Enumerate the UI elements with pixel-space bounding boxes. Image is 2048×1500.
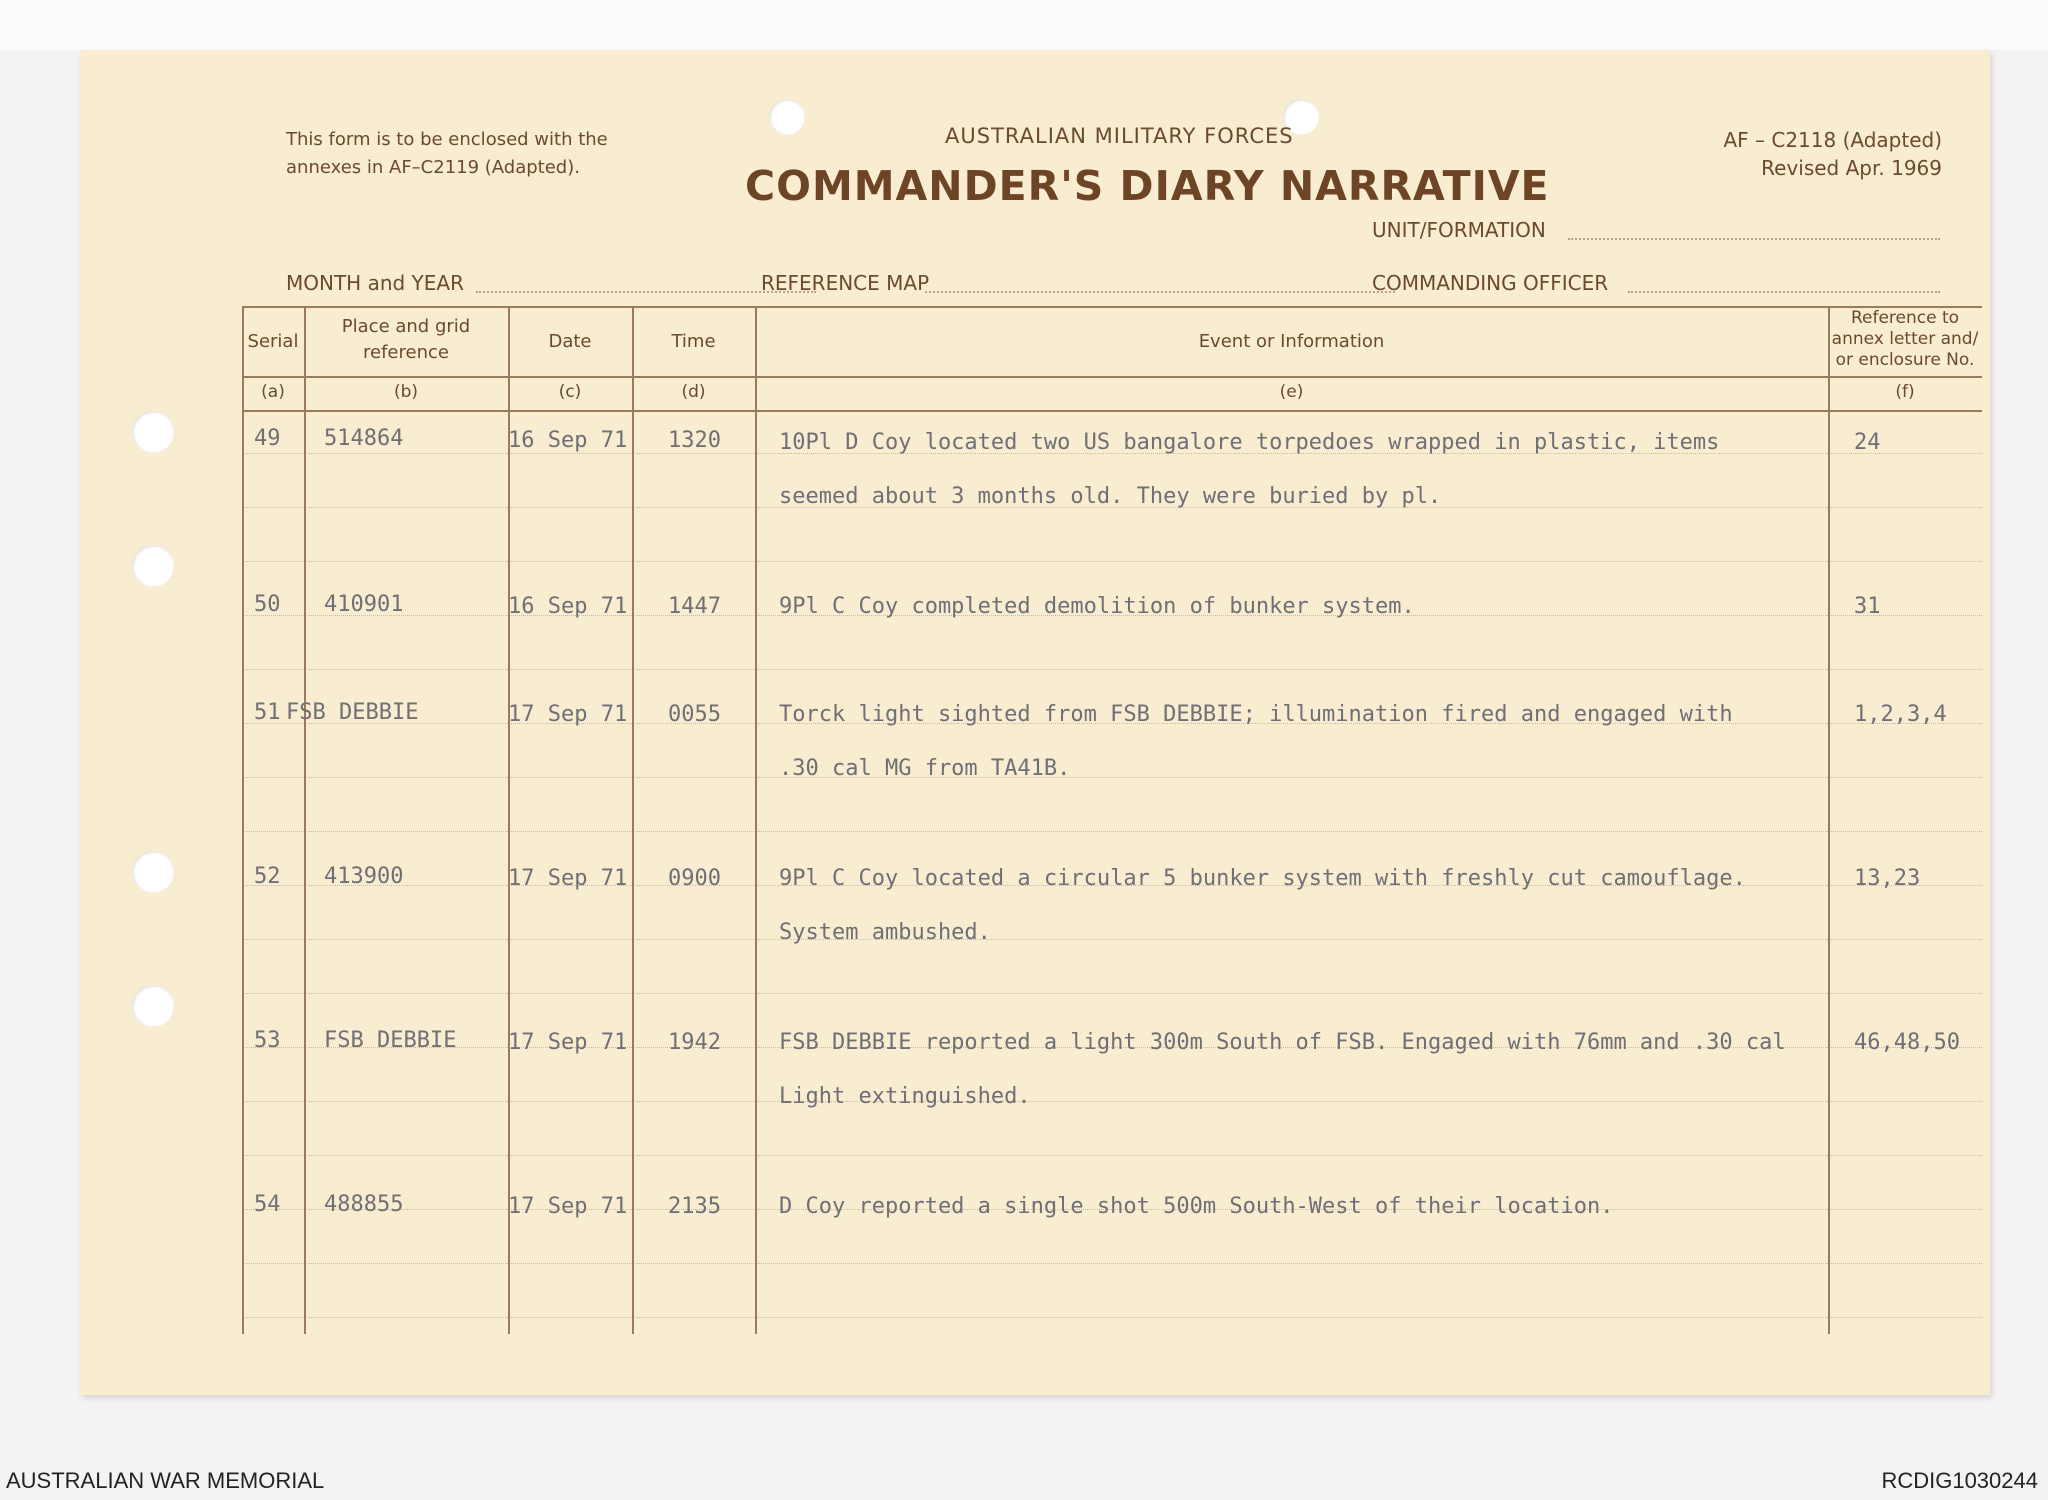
entry-reference: 31 xyxy=(1854,594,1881,619)
column-letter-d: (d) xyxy=(681,382,706,402)
ruled-line xyxy=(242,939,1982,940)
entry-time: 1320 xyxy=(668,428,721,453)
entry-event-line2: .30 cal MG from TA41B. xyxy=(779,756,1071,781)
reference-map-label: REFERENCE MAP xyxy=(761,271,930,295)
ruled-line xyxy=(242,993,1982,994)
column-divider-time xyxy=(755,306,757,1334)
header-reference-line2: annex letter and/ xyxy=(1831,329,1979,349)
punch-hole-side-1 xyxy=(132,411,174,453)
entry-event-line2: Light extinguished. xyxy=(779,1084,1031,1109)
column-letter-b: (b) xyxy=(393,382,419,402)
entry-serial: 50 xyxy=(254,592,281,617)
header-event: Event or Information xyxy=(1198,331,1385,352)
entry-time: 0055 xyxy=(668,702,721,727)
column-letter-a: (a) xyxy=(261,382,285,402)
ruled-line xyxy=(242,1155,1982,1156)
ruled-line xyxy=(242,831,1982,832)
entry-event-line1: FSB DEBBIE reported a light 300m South of FSB. Engaged with 76mm and .30 cal xyxy=(779,1030,1786,1055)
header-place-line1: Place and grid xyxy=(341,316,471,337)
entry-event-line1: 10Pl D Coy located two US bangalore torpedoes wrapped in plastic, items xyxy=(779,430,1720,455)
punch-hole-side-2 xyxy=(132,545,174,587)
column-border-left xyxy=(242,306,244,1334)
entry-place: 488855 xyxy=(324,1192,404,1217)
entry-date: 17 Sep 71 xyxy=(508,1194,628,1219)
entry-time: 2135 xyxy=(668,1194,721,1219)
entry-reference: 24 xyxy=(1854,430,1881,455)
entry-time: 1942 xyxy=(668,1030,721,1055)
punch-hole-side-3 xyxy=(132,851,174,893)
ruled-line xyxy=(242,1263,1982,1264)
entry-date: 17 Sep 71 xyxy=(508,702,628,727)
ruled-line xyxy=(242,669,1982,670)
commanding-officer-label: COMMANDING OFFICER xyxy=(1372,271,1609,295)
punch-hole-side-4 xyxy=(132,985,174,1027)
ruled-line xyxy=(242,777,1982,778)
header-serial: Serial xyxy=(247,331,299,352)
entry-date: 16 Sep 71 xyxy=(508,594,628,619)
entry-serial: 49 xyxy=(254,426,281,451)
ruled-line xyxy=(242,1101,1982,1102)
entry-serial: 53 xyxy=(254,1028,281,1053)
entry-time: 0900 xyxy=(668,866,721,891)
header-divider xyxy=(242,376,1982,378)
entry-serial: 52 xyxy=(254,864,281,889)
enclosure-note xyxy=(286,126,608,182)
table-top-border xyxy=(242,306,1982,308)
entry-place: 410901 xyxy=(324,592,404,617)
form-code-block xyxy=(1723,126,1942,182)
entry-serial: 51 xyxy=(254,700,281,725)
entry-reference: 46,48,50 xyxy=(1854,1030,1960,1055)
entry-place: FSB DEBBIE xyxy=(324,1028,457,1053)
punch-hole-top-left xyxy=(769,99,805,135)
column-divider-place xyxy=(508,306,510,1334)
diary-table xyxy=(242,306,1982,1334)
unit-formation-label: UNIT/FORMATION xyxy=(1372,218,1546,242)
entry-event-line1: Torck light sighted from FSB DEBBIE; illumination fired and engaged with xyxy=(779,702,1733,727)
column-letter-f: (f) xyxy=(1895,382,1915,402)
header-place xyxy=(304,314,508,366)
revision-date: Revised Apr. 1969 xyxy=(1761,156,1942,180)
entry-time: 1447 xyxy=(668,594,721,619)
entry-event-line1: 9Pl C Coy completed demolition of bunker system. xyxy=(779,594,1415,619)
form-title: COMMANDER'S DIARY NARRATIVE xyxy=(745,162,1550,210)
column-letter-e: (e) xyxy=(1279,382,1304,402)
entry-reference: 1,2,3,4 xyxy=(1854,702,1947,727)
entry-place: 514864 xyxy=(324,426,404,451)
scan-top-band xyxy=(0,0,2048,50)
column-letter-c: (c) xyxy=(558,382,582,402)
entry-event-line2: seemed about 3 months old. They were buried by pl. xyxy=(779,484,1442,509)
form-code: AF – C2118 (Adapted) xyxy=(1723,128,1942,152)
entry-date: 17 Sep 71 xyxy=(508,1030,628,1055)
organization-name: AUSTRALIAN MILITARY FORCES xyxy=(945,124,1294,148)
header-place-line2: reference xyxy=(363,342,449,363)
entry-event-line2: System ambushed. xyxy=(779,920,991,945)
enclosure-note-line1: This form is to be enclosed with the xyxy=(286,129,608,150)
entry-place: FSB DEBBIE xyxy=(286,700,419,725)
archive-credit: AUSTRALIAN WAR MEMORIAL xyxy=(6,1468,325,1493)
archive-reference-id: RCDIG1030244 xyxy=(1881,1468,2038,1493)
header-time: Time xyxy=(671,331,716,352)
entry-place: 413900 xyxy=(324,864,404,889)
header-reference xyxy=(1828,308,1982,371)
header-date: Date xyxy=(548,331,592,352)
header-reference-line1: Reference to xyxy=(1850,308,1960,328)
form-sheet xyxy=(80,50,1990,1395)
unit-formation-field xyxy=(1568,238,1940,240)
reference-map-field xyxy=(925,291,1395,293)
month-year-label: MONTH and YEAR xyxy=(286,271,464,295)
entry-reference: 13,23 xyxy=(1854,866,1921,891)
column-divider-date xyxy=(632,306,634,1334)
entry-date: 17 Sep 71 xyxy=(508,866,628,891)
column-divider-serial xyxy=(304,306,306,1334)
column-divider-event xyxy=(1828,306,1830,1334)
entry-event-line1: D Coy reported a single shot 500m South-West of their location. xyxy=(779,1194,1614,1219)
entry-event-line1: 9Pl C Coy located a circular 5 bunker system with freshly cut camouflage. xyxy=(779,866,1746,891)
entry-serial: 54 xyxy=(254,1192,281,1217)
entry-date: 16 Sep 71 xyxy=(508,428,628,453)
ruled-line xyxy=(242,1317,1982,1318)
ruled-line xyxy=(242,561,1982,562)
enclosure-note-line2: annexes in AF–C2119 (Adapted). xyxy=(286,157,580,178)
header-reference-line3: or enclosure No. xyxy=(1835,350,1975,370)
commanding-officer-field xyxy=(1628,291,1940,293)
letters-divider xyxy=(242,410,1982,412)
